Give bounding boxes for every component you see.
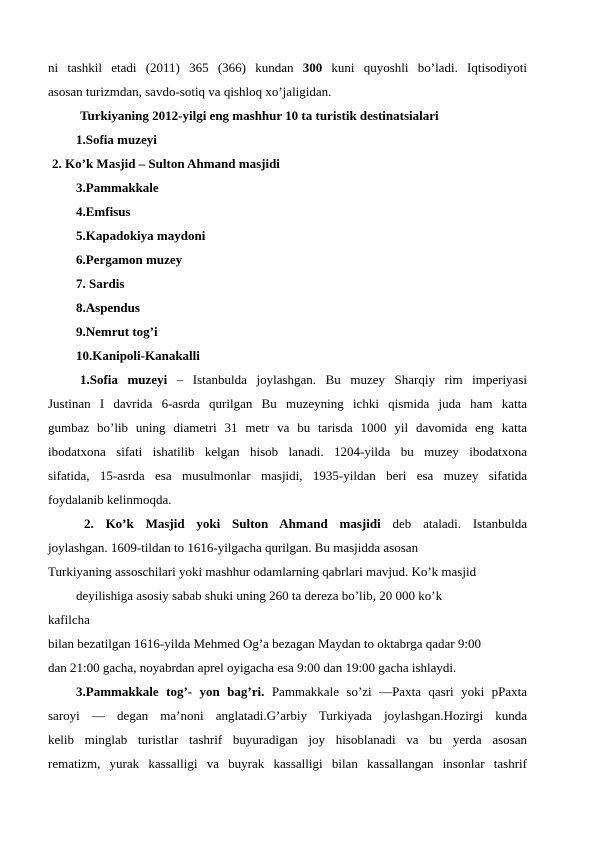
section1-heading: 1.Sofia muzeyi bbox=[80, 372, 168, 387]
section1-line-1 bbox=[80, 372, 527, 388]
paragraph-text: deb ataladi. Istanbulda bbox=[380, 516, 527, 531]
intro-text: ni tashkil etadi (2011) 365 (366) kundan bbox=[48, 60, 303, 75]
paragraph-line: ibodatxona sifati ishatilib kelgan hisob lanadi. 1204-yilda bu muzey ibodatxona bbox=[48, 444, 527, 459]
intro-line-2: asosan turizmdan, savdo-sotiq va qishloq xo’jaligidan. bbox=[48, 84, 332, 99]
paragraph-line: bilan bezatilgan 1616-yilda Mehmed Og’a bezagan Maydan to oktabrga qadar 9:00 bbox=[48, 636, 481, 651]
list-item: 1.Sofia muzeyi bbox=[76, 132, 157, 147]
paragraph-line: kafilcha bbox=[48, 612, 90, 627]
intro-line-1 bbox=[48, 60, 527, 76]
section3-heading: 3.Pammakkale tog’- yon bag’ri. bbox=[76, 684, 265, 699]
list-item: 8.Aspendus bbox=[76, 300, 140, 315]
paragraph-line: dan 21:00 gacha, noyabrdan aprel oyigacha esa 9:00 dan 19:00 gacha ishlaydi. bbox=[48, 660, 457, 675]
section2-heading: 2. Ko’k Masjid yoki Sulton Ahmand masjidi bbox=[84, 516, 381, 531]
intro-text: kuni quyoshli bo’ladi. Iqtisodiyoti bbox=[322, 60, 527, 75]
paragraph-line: deyilishiga asosiy sabab shuki uning 260 ta dereza bo’lib, 20 000 ko’k bbox=[76, 588, 443, 603]
paragraph-line: gumbaz bo’lib uning diametri 31 metr va bu tarisda 1000 yil davomida eng katta bbox=[48, 420, 527, 435]
list-item: 7. Sardis bbox=[76, 276, 125, 291]
paragraph-line: foydalanib kelinmoqda. bbox=[48, 492, 172, 507]
paragraph-line: kelib minglab turistlar tashrif buyuradigan joy hisoblanadi va bu yerda asosan bbox=[48, 732, 527, 747]
paragraph-line: sifatida, 15-asrda esa musulmonlar masjidi, 1935-yildan beri esa muzey sifatida bbox=[48, 468, 527, 483]
list-item: 3.Pammakkale bbox=[76, 180, 159, 195]
paragraph-line: Turkiyaning assoschilari yoki mashhur odamlarning qabrlari mavjud. Ko’k masjid bbox=[48, 564, 477, 579]
list-item: 5.Kapadokiya maydoni bbox=[76, 228, 206, 243]
paragraph-line: saroyi — degan ma’noni anglatadi.G’arbiy Turkiyada joylashgan.Hozirgi kunda bbox=[48, 708, 527, 723]
list-item: 10.Kanipoli-Kanakalli bbox=[76, 348, 200, 363]
sunny-days-count: 300 bbox=[302, 60, 323, 75]
list-item: 4.Emfisus bbox=[76, 204, 131, 219]
paragraph-text: Pammakkale so’zi —Paxta qasri yoki pPaxta bbox=[264, 684, 528, 699]
list-title: Turkiyaning 2012-yilgi eng mashhur 10 ta turistik destinatsialari bbox=[80, 108, 439, 123]
paragraph-line: Justinan I davrida 6-asrda qurilgan Bu muzeyning ichki qismida juda ham katta bbox=[48, 396, 527, 411]
list-item: 6.Pergamon muzey bbox=[76, 252, 183, 267]
paragraph-line: joylashgan. 1609-tildan to 1616-yilgacha qurilgan. Bu masjidda asosan bbox=[48, 540, 419, 555]
section3-line-1 bbox=[76, 684, 527, 700]
list-item: 9.Nemrut tog’i bbox=[76, 324, 158, 339]
section2-line-1 bbox=[84, 516, 527, 532]
paragraph-line: rematizm, yurak kassalligi va buyrak kassalligi bilan kassallangan insonlar tashrif bbox=[48, 756, 527, 771]
list-item: 2. Ko’k Masjid – Sulton Ahmand masjidi bbox=[52, 156, 280, 171]
paragraph-text: – Istanbulda joylashgan. Bu muzey Sharqiy rim imperiyasi bbox=[167, 372, 527, 387]
